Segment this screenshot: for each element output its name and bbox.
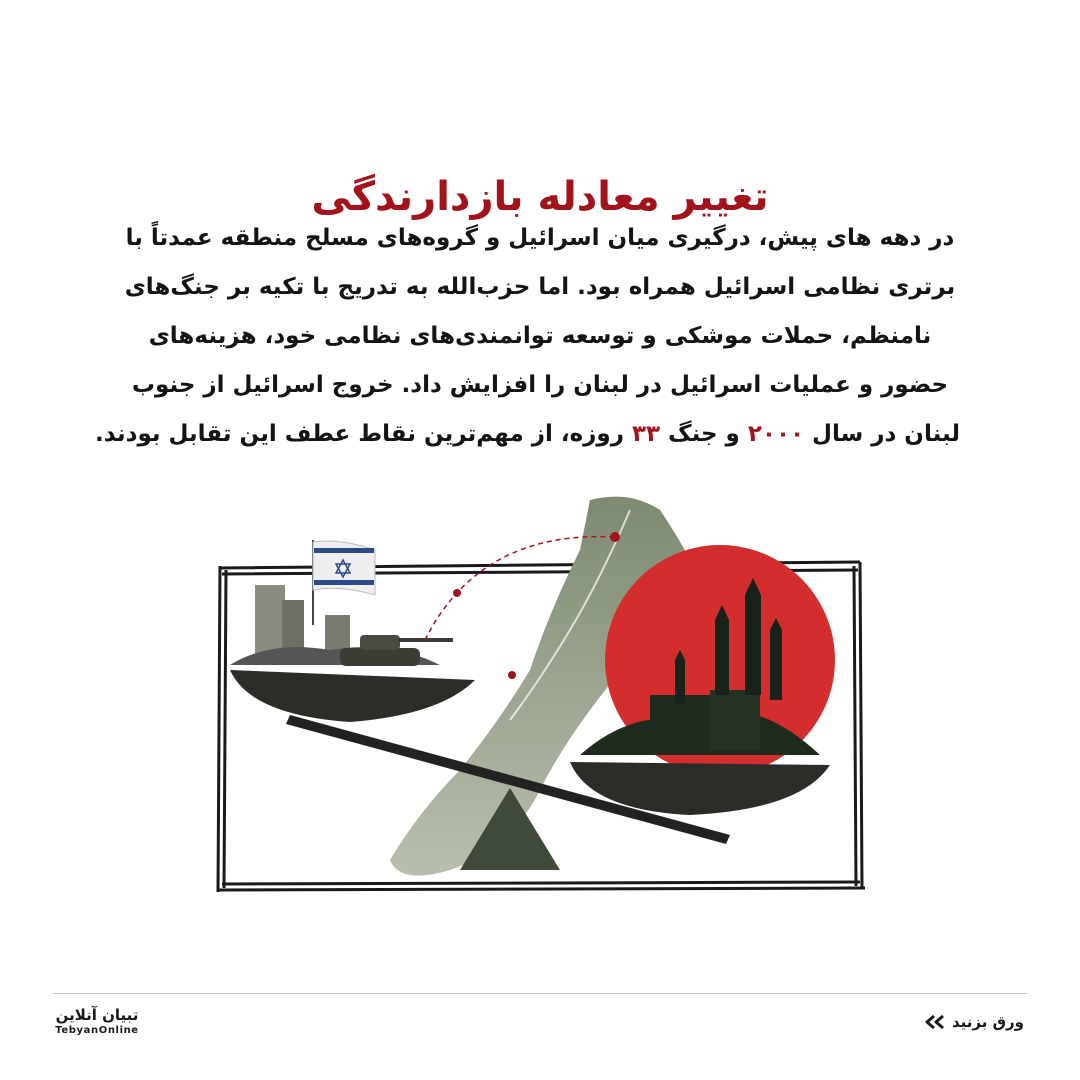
paragraph-line: برتری نظامی اسرائیل همراه بود. اما حزب‌الله به تدریج با تکیه بر جنگ‌های — [124, 274, 956, 300]
logo-persian-text: تبیان آنلاین — [55, 1006, 139, 1024]
text-segment: روزه، از مهم‌ترین نقاط عطف این تقابل بودند. — [94, 421, 632, 447]
left-bowl — [230, 670, 475, 722]
paragraph-line: در دهه های پیش، درگیری میان اسرائیل و گروه‌های مسلح منطقه عمدتاً با — [125, 225, 955, 251]
paragraph-line: حضور و عملیات اسرائیل در لبنان را افزایش داد. خروج اسرائیل از جنوب — [131, 372, 949, 398]
brand-logo — [52, 1006, 142, 1040]
article-paragraph — [94, 214, 960, 459]
paragraph-line: نامنظم، حملات موشکی و توسعه توانمندی‌های نظامی خود، هزینه‌های — [148, 323, 932, 349]
tank-icon — [340, 635, 453, 666]
highlight-days: ۳۳ — [631, 421, 661, 447]
text-segment: و جنگ — [660, 421, 748, 447]
highlight-year: ۲۰۰۰ — [747, 421, 805, 447]
logo-english-text: TebyanOnline — [55, 1025, 139, 1036]
swipe-label: ورق بزنید — [952, 1013, 1024, 1031]
israeli-flag-icon — [313, 540, 375, 625]
swipe-hint[interactable] — [924, 1010, 1024, 1034]
deterrence-illustration — [210, 490, 880, 900]
paragraph-line-last — [94, 410, 960, 459]
text-segment: لبنان در سال — [804, 421, 960, 447]
double-chevron-left-icon — [924, 1014, 946, 1030]
illustration-svg — [210, 490, 880, 900]
footer-divider — [52, 993, 1028, 994]
page-title: تغییر معادله بازدارندگی — [311, 173, 769, 220]
